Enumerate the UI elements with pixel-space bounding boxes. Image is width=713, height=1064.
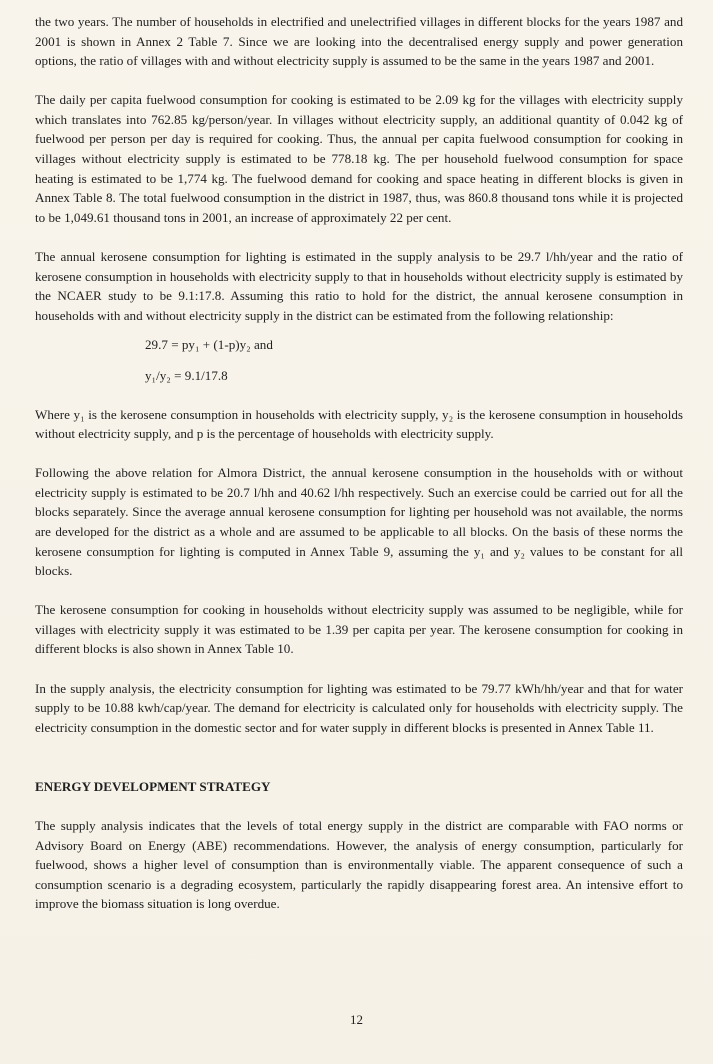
equation-kerosene-ratio: y₁/y₂ = 9.1/17.8 <box>145 367 228 383</box>
equation-kerosene-balance: 29.7 = py₁ + (1-p)y₂ and <box>145 337 273 353</box>
paragraph-households-ratio: the two years. The number of households in electrified and unelectrified villages in different blocks for the years 1987 and 2001 is shown in Annex 2 Table 7. Since we are looking into the decentralised energy supply and power generation options, the ratio of villages with and without electricity supply is assumed to be the same in the years 1987 and 2001. <box>35 14 683 69</box>
page-number: 12 <box>350 1012 363 1027</box>
paragraph-variable-definitions: Where y₁ is the kerosene consumption in households with electricity supply, y₂ is the kerosene consumption in households without electricity supply, and p is the percentage of households with electricity supply. <box>35 406 683 442</box>
paragraph-electricity-consumption: In the supply analysis, the electricity consumption for lighting was estimated to be 79.77 kWh/hh/year and that for water supply to be 10.88 kwh/cap/year. The demand for electricity is calculated only for households with electricity supply. The electricity consumption in the domestic sector and for water supply in different blocks is presented in Annex Table 11. <box>35 680 683 735</box>
paragraph-kerosene-cooking: The kerosene consumption for cooking in households without electricity supply was assumed to be negligible, while for villages with electricity supply it was estimated to be 1.39 per capita per year. The kerosene consumption for cooking in different blocks is also shown in Annex Table 10. <box>35 602 683 657</box>
paragraph-almora-kerosene: Following the above relation for Almora District, the annual kerosene consumption in the households with or without electricity supply is estimated to be 20.7 l/hh and 40.62 l/hh respectively. Such an exercise could be carried out for all the blocks separately. Since the average annual kerosene consumption for lighting per household was not available, the norms are developed for the district as a whole and are assumed to be applicable to all blocks. On the basis of these norms the kerosene consumption for lighting is computed in Annex Table 9, assuming the y₁ and y₂ values to be constant for all blocks. <box>35 465 683 579</box>
section-heading: ENERGY DEVELOPMENT STRATEGY <box>35 779 271 795</box>
paragraph-kerosene-lighting: The annual kerosene consumption for lighting is estimated in the supply analysis to be 29.7 l/hh/year and the ratio of kerosene consumption in households with electricity supply to that in households without electricity supply is estimated by the NCAER study to be 9.1:17.8. Assuming this ratio to hold for the district, the annual kerosene consumption in households with and without electricity supply in the district can be estimated from the following relationship: <box>35 248 683 323</box>
page-body <box>35 12 683 933</box>
paragraph-energy-strategy: The supply analysis indicates that the levels of total energy supply in the district are comparable with FAO norms or Advisory Board on Energy (ABE) recommendations. However, the analysis of energy consumption, particularly for fuelwood, shows a higher level of consumption than is environmentally viable. The apparent consequence of such a consumption scenario is a degrading ecosystem, particularly the rapidly disappearing forest area. An intensive effort to improve the biomass situation is long overdue. <box>35 817 683 912</box>
paragraph-fuelwood-consumption: The daily per capita fuelwood consumption for cooking is estimated to be 2.09 kg for the villages with electricity supply which translates into 762.85 kg/person/year. In villages without electricity supply, an additional quantity of 0.042 kg of fuelwood per person per day is required for cooking. Thus, the annual per capita fuelwood consumption for cooking in villages without electricity supply is estimated to be 778.18 kg. The per household fuelwood consumption for space heating is estimated to be 1,774 kg. The fuelwood demand for cooking and space heating in different blocks is given in Annex Table 8. The total fuelwood consumption in the district in 1987, thus, was 860.8 thousand tons while it is projected to be 1,049.61 thousand tons in 2001, an increase of approximately 22 per cent. <box>35 92 683 225</box>
